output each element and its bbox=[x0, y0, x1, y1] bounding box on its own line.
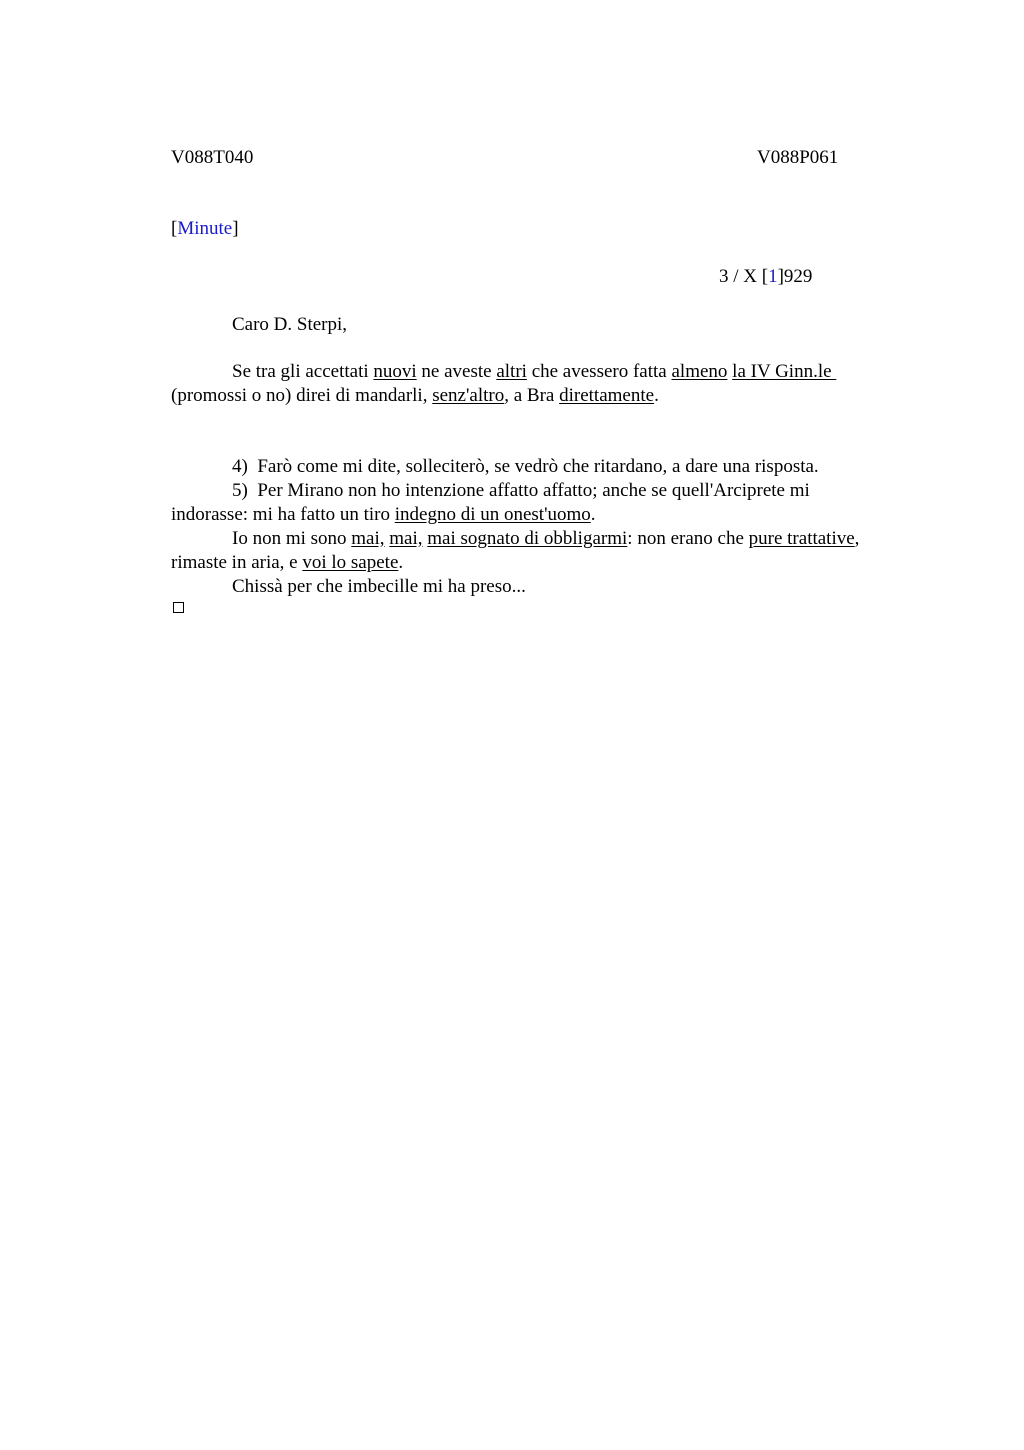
underlined-text: la IV Ginn.le bbox=[732, 361, 837, 382]
underlined-text: altri bbox=[496, 361, 527, 382]
date-suffix: ]929 bbox=[777, 266, 813, 287]
end-of-document-box-icon bbox=[173, 602, 184, 613]
underlined-text: nuovi bbox=[373, 361, 417, 382]
text-run: rimaste in aria, e bbox=[171, 552, 303, 573]
text-run: : non erano che bbox=[627, 528, 749, 549]
underlined-text: almeno bbox=[671, 361, 728, 382]
paragraph-1-line-1 bbox=[232, 360, 836, 384]
bracket-open: [ bbox=[171, 218, 178, 239]
text-run: . bbox=[398, 552, 404, 573]
section-label bbox=[171, 217, 239, 241]
paragraph-5-line-2 bbox=[171, 503, 596, 527]
underlined-text: mai, bbox=[351, 528, 385, 549]
text-run: indorasse: mi ha fatto un tiro bbox=[171, 504, 395, 525]
underlined-text: mai, bbox=[389, 528, 423, 549]
bracket-close: ] bbox=[232, 218, 239, 239]
document-code-left: V088T040 bbox=[171, 147, 254, 168]
paragraph-6-line-1 bbox=[232, 527, 859, 551]
date-inserted-digit: 1 bbox=[768, 266, 778, 287]
text-run: . bbox=[654, 385, 659, 406]
underlined-text: indegno di un onest'uomo bbox=[394, 504, 591, 525]
text-run: ne aveste bbox=[416, 361, 497, 382]
underlined-text: mai sognato di obbligarmi bbox=[427, 528, 628, 549]
underlined-text: senz'altro bbox=[432, 385, 505, 406]
salutation: Caro D. Sterpi, bbox=[232, 314, 348, 335]
underlined-text: direttamente bbox=[559, 385, 655, 406]
text-run: , a Bra bbox=[504, 385, 560, 406]
text-run: che avessero fatta bbox=[526, 361, 672, 382]
text-run: Se tra gli accettati bbox=[232, 361, 374, 382]
text-run: (promossi o no) direi di mandarli, bbox=[171, 385, 433, 406]
underlined-text: pure trattative bbox=[748, 528, 855, 549]
paragraph-6-line-2 bbox=[171, 551, 403, 575]
letter-date bbox=[719, 265, 812, 289]
paragraph-1-line-2 bbox=[171, 384, 659, 408]
section-label-text: Minute bbox=[177, 218, 233, 239]
text-run: , bbox=[854, 528, 860, 549]
text-run: Io non mi sono bbox=[232, 528, 352, 549]
text-run: . bbox=[590, 504, 596, 525]
paragraph-7: Chissà per che imbecille mi ha preso... bbox=[232, 576, 526, 597]
underlined-text: voi lo sapete bbox=[302, 552, 399, 573]
paragraph-4: 4) Farò come mi dite, solleciterò, se vedrò che ritardano, a dare una risposta. bbox=[232, 456, 819, 477]
document-code-right: V088P061 bbox=[757, 147, 839, 168]
paragraph-5-line-1: 5) Per Mirano non ho intenzione affatto affatto; anche se quell'Arciprete mi bbox=[232, 480, 810, 501]
date-prefix: 3 / X [ bbox=[719, 266, 769, 287]
